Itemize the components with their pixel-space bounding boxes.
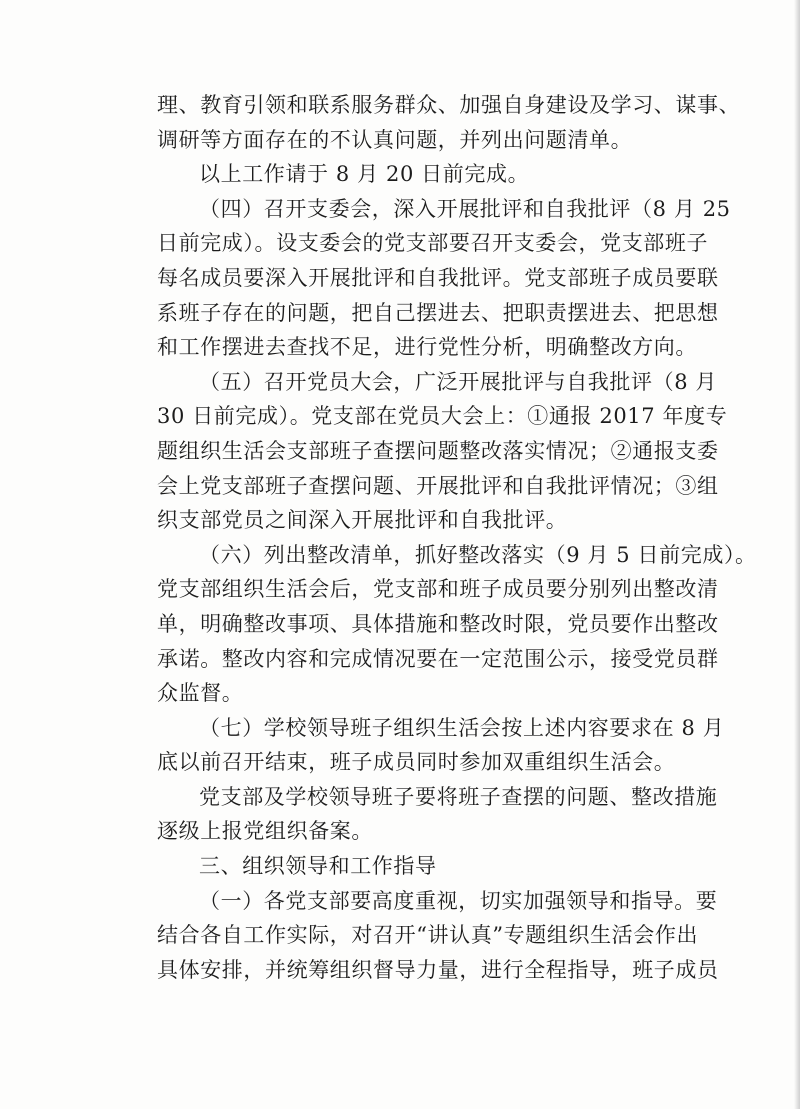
text-line: 30 日前完成）。党支部在党员大会上：①通报 2017 年度专 — [157, 404, 728, 429]
document-body — [157, 88, 757, 987]
text-line: 单，明确整改事项、具体措施和整改时限，党员要作出整改 — [157, 611, 719, 636]
text-line: 逐级上报党组织备案。 — [157, 819, 373, 844]
text-line: 理、教育引领和联系服务群众、加强自身建设及学习、谋事、 — [157, 93, 741, 117]
text-line: 党支部组织生活会后，党支部和班子成员要分别列出整改清 — [157, 577, 719, 602]
text-line: （六）列出整改清单，抓好整改落实（9 月 5 日前完成）。 — [199, 542, 757, 567]
text-line: 结合各自工作实际，对召开“讲认真”专题组织生活会作出 — [157, 923, 699, 948]
text-line: 系班子存在的问题，把自己摆进去、把职责摆进去、把思想 — [157, 300, 719, 325]
text-line: （一）各党支部要高度重视，切实加强领导和指导。要 — [199, 888, 718, 913]
text-line: 调研等方面存在的不认真问题，并列出问题清单。 — [157, 127, 633, 152]
text-line: 和工作摆进去查找不足，进行党性分析，明确整改方向。 — [157, 335, 697, 360]
text-line: （五）召开党员大会，广泛开展批评与自我批评（8 月 — [199, 369, 718, 394]
text-line: 三、组织领导和工作指导 — [199, 854, 437, 879]
text-line: 众监督。 — [157, 681, 244, 706]
text-line: 织支部党员之间深入开展批评和自我批评。 — [157, 508, 568, 533]
text-line: 日前完成）。设支委会的党支部要召开支委会，党支部班子 — [157, 231, 709, 256]
text-line: 以上工作请于 8 月 20 日前完成。 — [199, 162, 530, 187]
text-line: 会上党支部班子查摆问题、开展批评和自我批评情况；③组 — [157, 473, 719, 498]
text-line: 承诺。整改内容和完成情况要在一定范围公示，接受党员群 — [157, 646, 719, 671]
text-line: （七）学校领导班子组织生活会按上述内容要求在 8 月 — [199, 715, 725, 740]
text-line: 每名成员要深入开展批评和自我批评。党支部班子成员要联 — [157, 265, 719, 290]
text-line: 题组织生活会支部班子查摆问题整改落实情况；②通报支委 — [157, 438, 719, 463]
scan-edge-shadow — [794, 0, 800, 1109]
text-line: （四）召开支委会，深入开展批评和自我批评（8 月 25 — [199, 196, 731, 221]
text-line: 党支部及学校领导班子要将班子查摆的问题、整改措施 — [199, 784, 718, 809]
text-line: 具体安排，并统筹组织督导力量，进行全程指导，班子成员 — [157, 957, 719, 982]
text-line: 底以前召开结束，班子成员同时参加双重组织生活会。 — [157, 750, 676, 775]
